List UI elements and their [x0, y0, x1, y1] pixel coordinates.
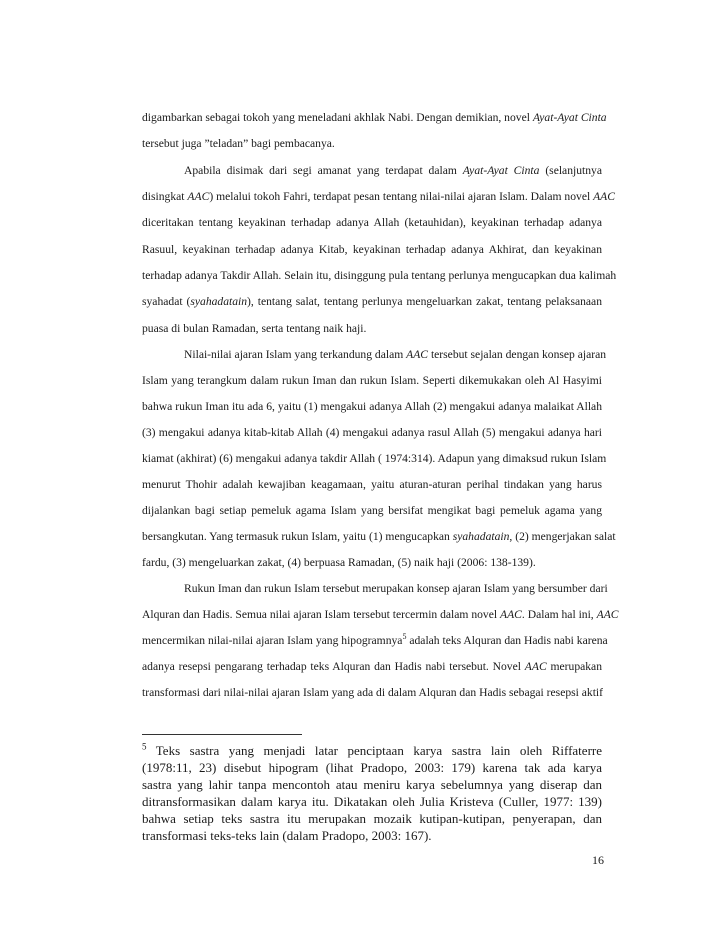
body-line: [142, 556, 602, 570]
body-line: [142, 243, 602, 257]
text-run: sastra yang lahir tanpa mencontoh atau meniru karya sebelumnya yang diserap dan: [142, 777, 602, 792]
text-run: (3) mengakui adanya kitab-kitab Allah (4) mengakui adanya rasul Allah (5) mengakui adanya hari: [142, 426, 602, 439]
text-run: Teks sastra yang menjadi latar penciptaan karya sastra lain oleh Riffaterre: [146, 743, 602, 758]
body-line: [142, 504, 602, 518]
text-run: fardu, (3) mengeluarkan zakat, (4) berpuasa Ramadan, (5) naik haji (2006: 138-139).: [142, 556, 536, 569]
body-line: [142, 374, 602, 388]
italic-term: AAC: [596, 608, 619, 621]
text-run: bahwa rukun Iman itu ada 6, yaitu (1) mengakui adanya Allah (2) mengakui adanya malaikat Allah: [142, 400, 602, 413]
body-line: [142, 400, 602, 414]
italic-term: Ayat-Ayat Cinta: [532, 111, 607, 124]
text-run: Rasuul, keyakinan terhadap adanya Kitab, keyakinan terhadap adanya Akhirat, dan keyakinan: [142, 243, 602, 256]
text-run: diceritakan tentang keyakinan terhadap adanya Allah (ketauhidan), keyakinan terhadap adanya: [142, 216, 602, 229]
body-line: [142, 111, 607, 125]
text-run: dijalankan bagi setiap pemeluk agama Islam yang bersifat mengikat bagi pemeluk agama yang: [142, 504, 602, 517]
text-run: Rukun Iman dan rukun Islam tersebut merupakan konsep ajaran Islam yang bersumber dari: [184, 582, 608, 595]
text-run: tersebut sejalan dengan konsep ajaran: [428, 348, 607, 361]
text-run: bersangkutan. Yang termasuk rukun Islam, yaitu (1) mengucapkan: [142, 530, 453, 543]
text-run: kiamat (akhirat) (6) mengakui adanya takdir Allah ( 1974:314). Adapun yang dimaksud rukun Islam: [142, 452, 607, 465]
text-run: (selanjutnya: [539, 164, 602, 177]
text-run: ), tentang salat, tentang perlunya mengeluarkan zakat, tentang pelaksanaan: [247, 295, 602, 308]
text-run: merupakan: [546, 660, 602, 673]
body-line: [184, 582, 608, 596]
text-run: Nilai-nilai ajaran Islam yang terkandung dalam: [184, 348, 407, 361]
body-line: [184, 348, 607, 362]
text-run: ditransformasikan dalam karya itu. Dikatakan oleh Julia Kristeva (Culler, 1977: 139): [142, 794, 602, 809]
text-run: puasa di bulan Ramadan, serta tentang naik haji.: [142, 322, 367, 335]
footnote-line: [142, 760, 602, 776]
text-run: Alquran dan Hadis. Semua nilai ajaran Islam tersebut tercermin dalam novel: [142, 608, 500, 621]
body-line: [142, 295, 602, 309]
body-line: [184, 164, 602, 178]
body-line: [142, 190, 615, 204]
text-run: digambarkan sebagai tokoh yang meneladani akhlak Nabi. Dengan demikian, novel: [142, 111, 533, 124]
text-run: menurut Thohir adalah kewajiban keagamaan, yaitu aturan-aturan perihal tindakan yang harus: [142, 478, 602, 491]
italic-term: AAC: [524, 660, 547, 673]
text-run: Islam yang terangkum dalam rukun Iman dan rukun Islam. Seperti dikemukakan oleh Al Hasyimi: [142, 374, 602, 387]
body-line: [142, 452, 607, 466]
text-run: transformasi dari nilai-nilai ajaran Islam yang ada di dalam Alquran dan Hadis sebagai resepsi aktif: [142, 686, 604, 699]
italic-term: Ayat-Ayat Cinta: [462, 164, 540, 177]
italic-term: syahadatain: [452, 530, 510, 543]
body-line: [142, 137, 602, 151]
text-run: bahwa setiap teks sastra itu merupakan mozaik kutipan-kutipan, penyerapan, dan: [142, 811, 602, 826]
text-run: terhadap adanya Takdir Allah. Selain itu, disinggung pula tentang perlunya mengucapkan dua kalimah: [142, 269, 617, 282]
body-line: [142, 608, 619, 622]
body-line: [142, 426, 602, 440]
body-line: [142, 530, 616, 544]
body-line: [142, 632, 608, 648]
italic-term: AAC: [187, 190, 210, 203]
text-run: transformasi teks-teks lain (dalam Pradopo, 2003: 167).: [142, 828, 432, 843]
text-run: adanya resepsi pengarang terhadap teks Alquran dan Hadis nabi tersebut. Novel: [142, 660, 525, 673]
text-run: adalah teks Alquran dan Hadis nabi karena: [406, 634, 608, 647]
footnote-separator: [142, 734, 302, 735]
body-line: [142, 269, 617, 283]
footnote-line: [142, 828, 602, 844]
italic-term: AAC: [500, 608, 522, 621]
footnote-line: [142, 743, 602, 759]
footnote-marker: 5: [402, 632, 407, 642]
footnote-line: [142, 777, 602, 793]
body-line: [142, 478, 602, 492]
footnote-line: [142, 794, 602, 810]
text-run: mencermikan nilai-nilai ajaran Islam yang hipogramnya: [142, 634, 403, 647]
italic-term: AAC: [593, 190, 615, 203]
body-line: [142, 322, 602, 336]
text-run: disingkat: [142, 190, 188, 203]
italic-term: AAC: [406, 348, 429, 361]
text-run: . Dalam hal ini,: [521, 608, 597, 621]
text-run: (1978:11, 23) disebut hipogram (lihat Pradopo, 2003: 179) karena tak ada karya: [142, 760, 602, 775]
text-run: , (2) mengerjakan salat: [509, 530, 616, 543]
footnote-line: [142, 811, 602, 827]
text-run: tersebut juga ”teladan” bagi pembacanya.: [142, 137, 335, 150]
footnote-marker: 5: [142, 741, 147, 752]
text-run: ) melalui tokoh Fahri, terdapat pesan tentang nilai-nilai ajaran Islam. Dalam novel: [209, 190, 594, 203]
italic-term: syahadatain: [190, 295, 248, 308]
body-line: [142, 216, 602, 230]
text-run: syahadat (: [142, 295, 191, 308]
text-run: Apabila disimak dari segi amanat yang terdapat dalam: [184, 164, 463, 177]
body-line: [142, 686, 602, 700]
page-number: 16: [592, 853, 604, 867]
body-line: [142, 660, 602, 674]
